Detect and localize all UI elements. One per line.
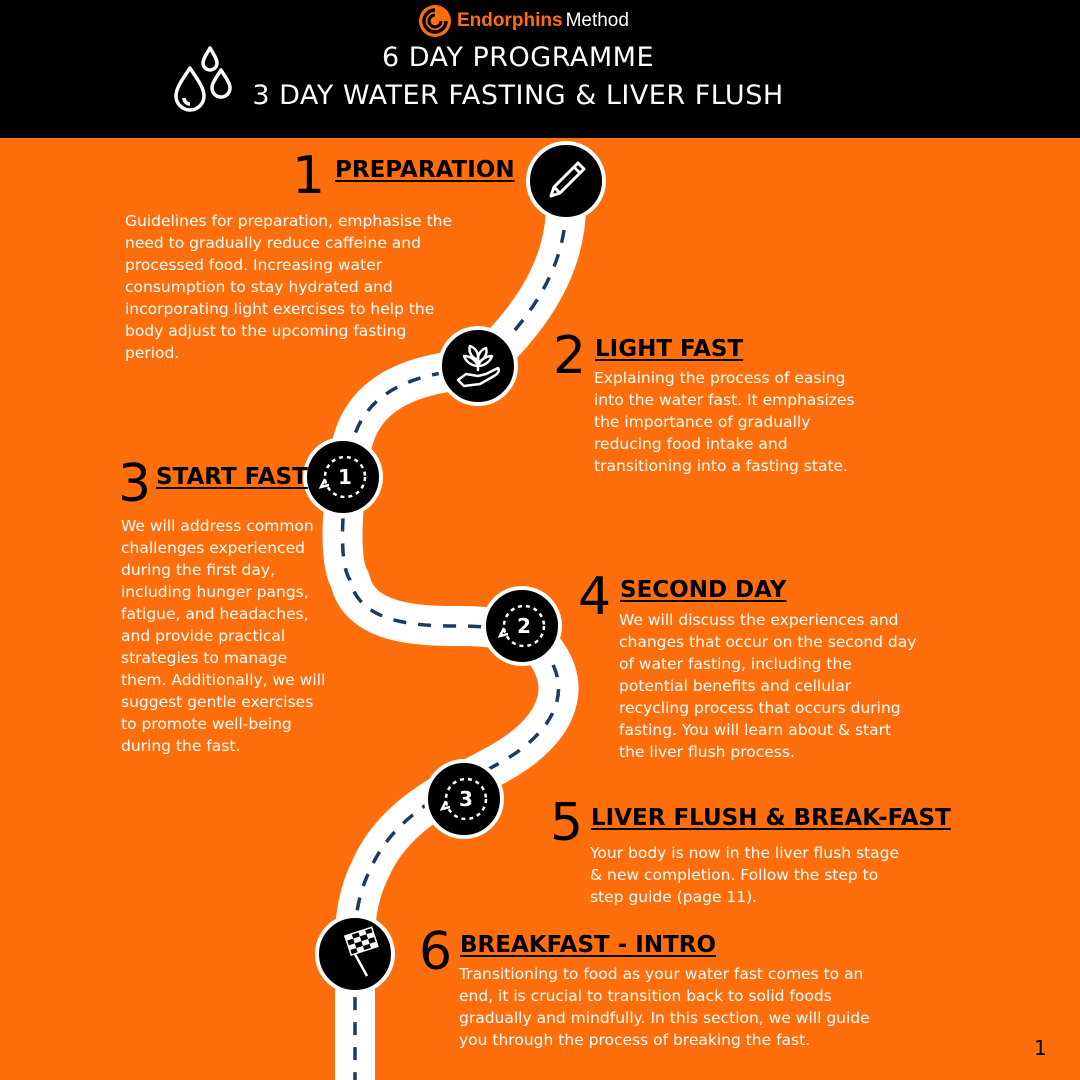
step-6-number: 6 [419,922,453,982]
step-1-number: 1 [292,146,326,206]
step-4-title: SECOND DAY [620,577,787,603]
step-2-number: 2 [553,326,587,386]
step-3-title: START FAST [156,464,308,490]
step-2-description: Explaining the process of easing into the water fast. It emphasizes the importance of gradually reducing food intake and transitioning into a fasting state. [594,369,855,475]
day-1-label: 1 [338,465,352,489]
step-1-node [526,141,606,221]
page-number: 1 [1034,1036,1047,1060]
step-4-node [482,586,562,666]
day-2-label: 2 [517,614,531,638]
step-3-node [303,437,383,517]
step-5-node [424,759,504,839]
step-6-description: Transitioning to food as your water fast comes to an end, it is crucial to transition back to solid foods gradually and mindfully. In this section, we will guide you through the process of breaking the fast. [459,965,870,1049]
step-6-title: BREAKFAST - INTRO [460,932,717,958]
step-5-description: Your body is now in the liver flush stage & new completion. Follow the step to step guide (page 11). [590,844,899,906]
day-1-timer-icon [307,441,379,513]
step-3-description: We will address common challenges experienced during the first day, including hunger pangs, fatigue, and headaches, and provide practical strategies to manage them. Additionally, we will suggest gentle exercises to promote well-being during the fast. [121,517,326,755]
day-3-label: 3 [459,787,473,811]
step-1-description: Guidelines for preparation, emphasise the need to gradually reduce caffeine and processed food. Increasing water consumption to stay hydrated and incorporating light exercises to help the body adjust to the upcoming fasting period. [125,212,453,362]
step-4-description: We will discuss the experiences and changes that occur on the second day of water fasting, including the potential benefits and cellular recycling process that occurs during fasting. You will learn about & start the liver flush process. [619,611,917,761]
checkered-flag-icon [319,918,391,990]
step-3-number: 3 [118,454,152,514]
brand-suffix: Method [565,10,629,31]
programme-title: 6 DAY PROGRAMME [381,42,655,73]
step-5-title: LIVER FLUSH & BREAK-FAST [591,805,951,831]
step-2-title: LIGHT FAST [595,336,744,362]
programme-subtitle: 3 DAY WATER FASTING & LIVER FLUSH [252,80,784,111]
step-5-number: 5 [550,793,584,853]
pencil-icon [530,145,602,217]
day-2-timer-icon [486,590,558,662]
brand-name: Endorphins [457,10,563,31]
plant-in-hand-icon [442,330,514,402]
step-1-title: PREPARATION [335,157,515,183]
day-3-timer-icon [428,763,500,835]
step-2-node [438,326,518,406]
step-4-number: 4 [578,567,612,627]
step-6-node [315,914,395,994]
